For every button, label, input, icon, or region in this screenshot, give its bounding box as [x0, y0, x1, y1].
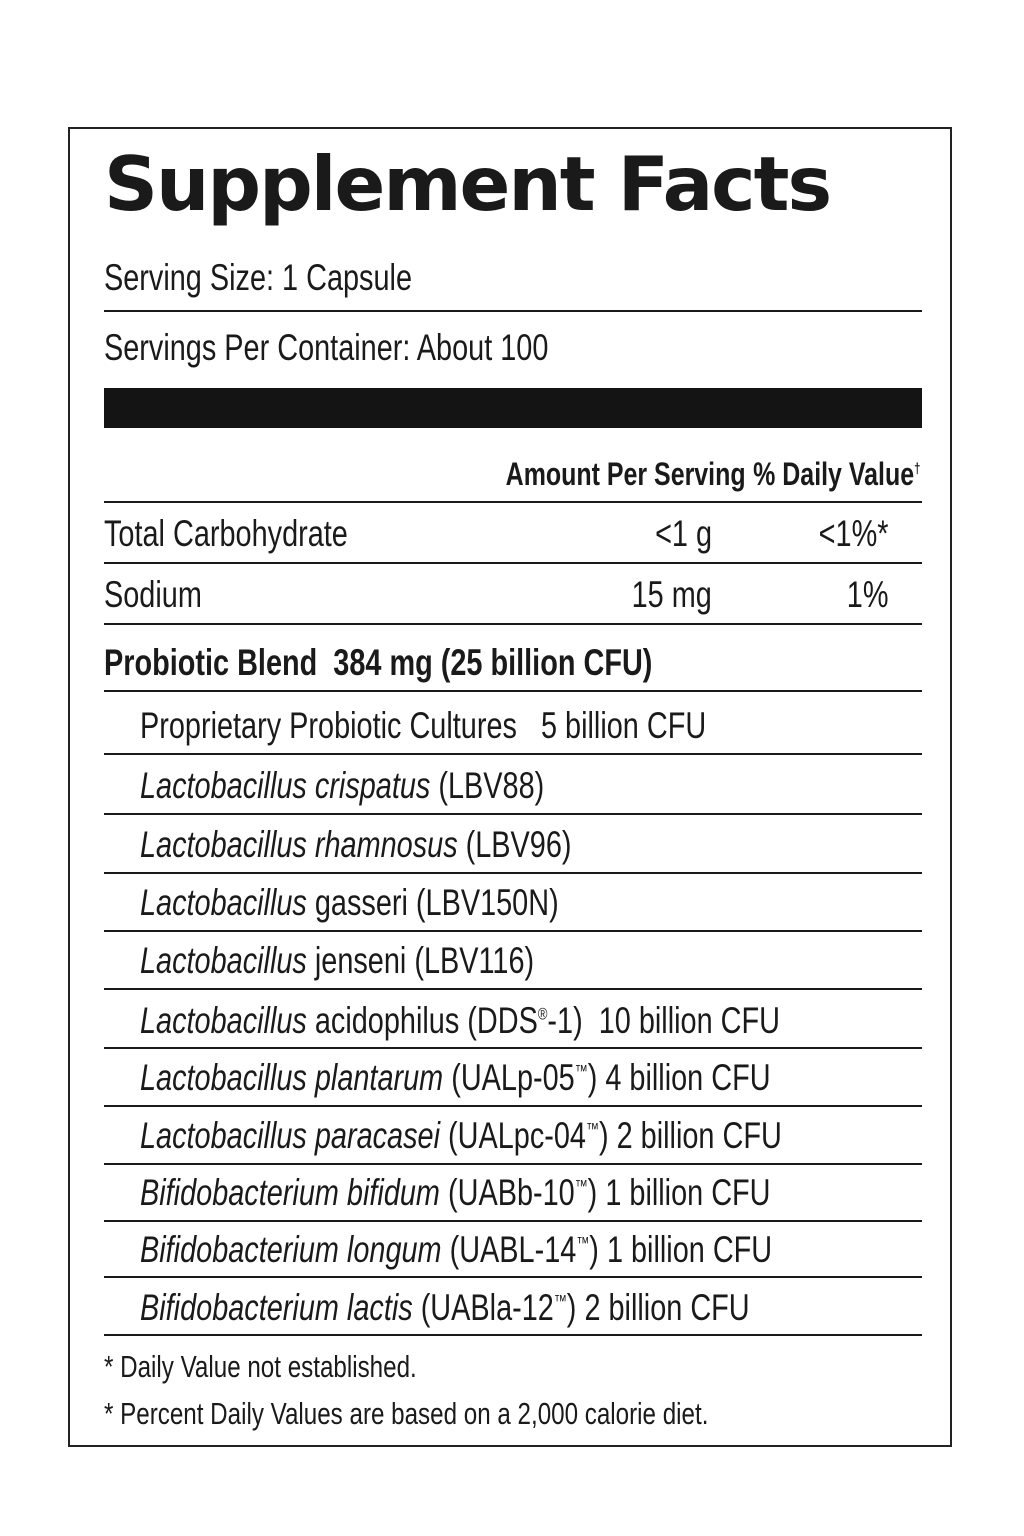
- ingredient-cfu: 2 billion CFU: [584, 1287, 750, 1328]
- dagger-mark: †: [913, 461, 920, 478]
- ingredient-cfu: 10 billion CFU: [598, 1000, 780, 1041]
- ingredient-strain: (UABb-10: [439, 1172, 575, 1213]
- ingredient-strain: acidophilus (DDS: [306, 1000, 538, 1041]
- ingredient-strain: (LBV96): [457, 824, 572, 865]
- divider: [104, 988, 922, 990]
- ingredient-strain: (UABla-12: [412, 1287, 554, 1328]
- ingredient-strain: (UALpc-04: [440, 1115, 586, 1156]
- ingredient-genus: Lactobacillus: [140, 1115, 307, 1156]
- ingredient-genus: Lactobacillus: [140, 1000, 307, 1041]
- ingredient-species: paracasei: [306, 1115, 441, 1156]
- divider: [104, 813, 922, 815]
- divider: [104, 310, 922, 312]
- nutrient-name: Sodium: [104, 574, 202, 615]
- trademark-mark: ™: [553, 1291, 567, 1311]
- ingredient-species: longum: [338, 1229, 442, 1270]
- ingredient-row: Lactobacillus paracasei (UALpc-04™) 2 billion CFU: [140, 1115, 782, 1156]
- nutrient-daily-value: <1%*: [818, 513, 888, 554]
- divider: [104, 1047, 922, 1049]
- divider: [104, 690, 922, 692]
- divider: [104, 1220, 922, 1222]
- ingredient-genus: Lactobacillus: [140, 940, 307, 981]
- trademark-mark: ™: [585, 1119, 599, 1139]
- ingredient-row: Lactobacillus acidophilus (DDS®-1) 10 billion CFU: [140, 1000, 780, 1041]
- serving-size: Serving Size: 1 Capsule: [104, 257, 413, 298]
- column-header-daily-value: % Daily Value†: [752, 456, 920, 492]
- ingredient-species: crispatus: [306, 765, 431, 806]
- nutrient-amount: <1 g: [655, 513, 712, 554]
- ingredient-species: rhamnosus: [306, 824, 458, 865]
- ingredient-cfu: 1 billion CFU: [605, 1172, 771, 1213]
- ingredient-row: [140, 884, 677, 921]
- ingredient-row: Bifidobacterium bifidum (UABb-10™) 1 billion CFU: [140, 1172, 771, 1213]
- ingredient-species: bifidum: [338, 1172, 440, 1213]
- ingredient-name: Proprietary Probiotic Cultures: [140, 705, 517, 746]
- ingredient-genus: Bifidobacterium: [140, 1229, 339, 1270]
- divider: [104, 501, 922, 503]
- nutrient-amount: 15 mg: [631, 574, 712, 615]
- ingredient-strain: (UABL-14: [441, 1229, 577, 1270]
- blend-name: Probiotic Blend: [104, 642, 318, 683]
- trademark-mark: ™: [576, 1233, 590, 1253]
- ingredient-species: plantarum: [306, 1057, 444, 1098]
- servings-per-container: Servings Per Container: About 100: [104, 327, 549, 368]
- ingredient-genus: Lactobacillus: [140, 765, 307, 806]
- ingredient-row: Bifidobacterium lactis (UABla-12™) 2 billion CFU: [140, 1287, 750, 1328]
- divider: [104, 1105, 922, 1107]
- ingredient-genus: Lactobacillus: [140, 824, 307, 865]
- trademark-mark: ™: [574, 1061, 588, 1081]
- label-title: Supplement Facts: [104, 140, 831, 228]
- ingredient-strain: (LBV88): [430, 765, 545, 806]
- divider: [104, 1276, 922, 1278]
- divider: [104, 1334, 922, 1336]
- divider: [104, 753, 922, 755]
- divider: [104, 872, 922, 874]
- ingredient-row: [140, 767, 658, 804]
- registered-mark: ®: [537, 1004, 548, 1024]
- column-header-amount: Amount Per Serving: [506, 456, 746, 492]
- trademark-mark: ™: [574, 1176, 588, 1196]
- ingredient-genus: Bifidobacterium: [140, 1287, 339, 1328]
- ingredient-row: [140, 707, 866, 744]
- ingredient-row: Bifidobacterium longum (UABL-14™) 1 billion CFU: [140, 1229, 773, 1270]
- divider: [104, 1163, 922, 1165]
- divider: [104, 623, 922, 625]
- ingredient-genus: Bifidobacterium: [140, 1172, 339, 1213]
- ingredient-genus: Lactobacillus: [140, 1057, 307, 1098]
- ingredient-cfu: 1 billion CFU: [606, 1229, 773, 1270]
- blend-amount: 384 mg (25 billion CFU): [333, 642, 653, 683]
- ingredient-cfu: 4 billion CFU: [605, 1057, 771, 1098]
- footnote: * Daily Value not established.: [104, 1349, 417, 1384]
- ingredient-strain: jenseni (LBV116): [306, 940, 535, 981]
- ingredient-cfu: 5 billion CFU: [540, 705, 707, 746]
- ingredient-row: Lactobacillus plantarum (UALp-05™) 4 billion CFU: [140, 1057, 771, 1098]
- ingredient-row: [140, 942, 645, 979]
- nutrient-name: Total Carbohydrate: [104, 513, 348, 554]
- ingredient-genus: Lactobacillus: [140, 882, 307, 923]
- divider: [104, 562, 922, 564]
- ingredient-strain: (UALp-05: [443, 1057, 575, 1098]
- footnote: * Percent Daily Values are based on a 2,000 calorie diet.: [104, 1396, 709, 1431]
- nutrient-daily-value: 1%: [846, 574, 888, 615]
- ingredient-species: lactis: [338, 1287, 413, 1328]
- ingredient-cfu: 2 billion CFU: [616, 1115, 782, 1156]
- divider: [104, 930, 922, 932]
- supplement-facts-panel: [68, 127, 952, 1447]
- ingredient-row: [140, 826, 693, 863]
- ingredient-strain: gasseri (LBV150N): [306, 882, 559, 923]
- thick-divider: [104, 388, 922, 428]
- blend-row: [104, 644, 807, 681]
